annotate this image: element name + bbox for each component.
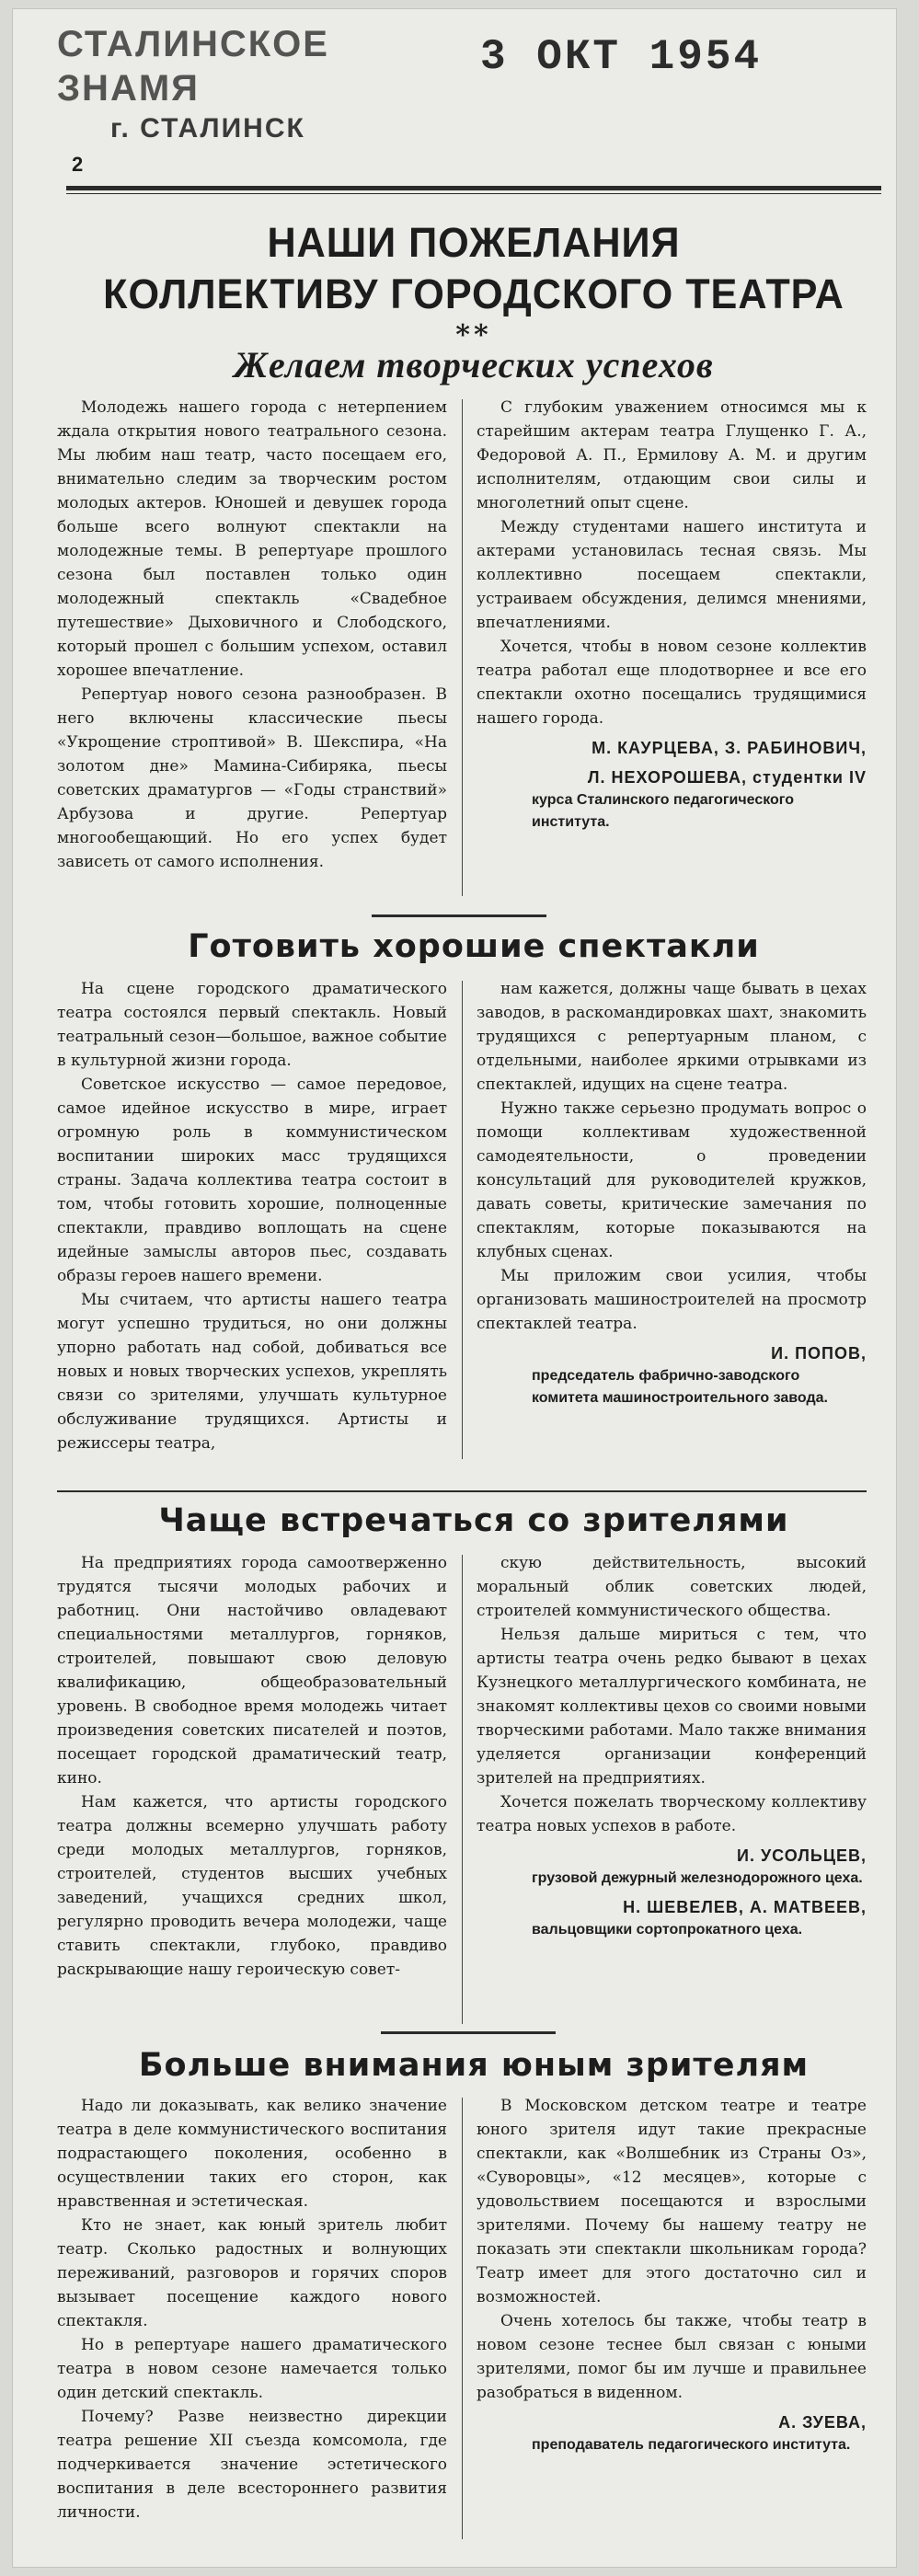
article-3-right-column	[477, 1551, 867, 1941]
signature-names: И. ПОПОВ,	[771, 1344, 867, 1363]
paper-city: г. СТАЛИНСК	[110, 113, 305, 144]
paragraph: Репертуар нового сезона разнообразен. В него включены классические пьесы «Укрощение строптивой» В. Шекспира, «На золотом дне» Мамина-Сибиряка, пьесы советских драматургов — «Годы странствий» Арбузова и другие. Репертуар многообещающий. Но его успех будет зависеть от самого исполнения.	[57, 685, 447, 871]
paragraph: Хочется, чтобы в новом сезоне коллектив театра работал еще плодотворнее и все его спектакли охотно посещались трудящимися нашего города.	[477, 638, 867, 728]
article-2-headline: Готовить хорошие спектакли	[188, 928, 760, 965]
article-3-left-column	[57, 1551, 447, 1982]
paragraph: Кто не знает, как юный зритель любит театр. Сколько радостных и волнующих переживаний, разговоров и горячих споров вызывает посещение каждого нового спектакля.	[57, 2216, 447, 2330]
paragraph: Надо ли доказывать, как велико значение театра в деле коммунистического воспитания подрастающего поколения, особенно в осуществлении таких его сторон, как нравственная и эстетическая.	[57, 2097, 447, 2211]
paragraph: Нельзя дальше мириться с тем, что артисты театра очень редко бывают в цехах Кузнецкого металлургического комбината, не знакомят коллективы цехов со своими новыми творческими работами. Мало также внимания уделяется организации конференций зрителей на предприятиях.	[477, 1626, 867, 1788]
title-stars: **	[455, 319, 492, 351]
date-stamp: 3 ОКТ 1954	[480, 33, 763, 81]
article-4-right-column	[477, 2094, 867, 2456]
paragraph: На предприятиях города самоотверженно трудятся тысячи молодых рабочих и работниц. Они настойчиво овладевают специальностями металлургов, горняков, строителей, повышают свою деловую квалификацию, общеобразовательный уровень. В свободное время молодежь читает произведения советских писателей и поэтов, посещает городской драматический театр, кино.	[57, 1554, 447, 1788]
signature-names: Л. НЕХОРОШЕВА, студентки IV	[587, 768, 867, 787]
signature-names: А. ЗУЕВА,	[778, 2413, 867, 2432]
page-title-line-1: НАШИ ПОЖЕЛАНИЯ	[267, 219, 681, 266]
article-2-left-column	[57, 977, 447, 1455]
paragraph: В Московском детском театре и театре юного зрителя идут такие прекрасные спектакли, как «Волшебник из Страны Оз», «Суворовцы», «12 месяцев», которые с удовольствием посещаются и взрослыми зрителями. Почему бы нашему театру не показать эти спектакли школьникам города? Театр имеет для этого достаточно сил и возможностей.	[477, 2097, 867, 2306]
article-3-headline: Чаще встречаться со зрителями	[158, 1502, 789, 1539]
section-separator	[372, 914, 546, 917]
paper-name: СТАЛИНСКОЕ ЗНАМЯ	[57, 24, 329, 109]
signature-role: председатель фабрично-заводского комитета машиностроительного завода.	[532, 1368, 828, 1406]
signature-role: курса Сталинского педагогического института.	[532, 792, 795, 830]
paragraph: Мы считаем, что артисты нашего театра могут успешно трудиться, но они должны упорно работать над собой, добиваться все новых и новых творческих успехов, укреплять связи со зрителями, улучшать культурное обслуживание трудящихся. Артисты и режиссеры театра,	[57, 1291, 447, 1453]
article-1-headline: Желаем творческих успехов	[234, 344, 714, 385]
paragraph: Очень хотелось бы также, чтобы театр в новом сезоне теснее был связан с юными зрителями, помог бы им лучше и правильнее разобраться в виденном.	[477, 2312, 867, 2402]
paragraph: Советское искусство — самое передовое, самое идейное искусство в мире, играет огромную роль в коммунистическом воспитании широких масс трудящихся страны. Задача коллектива театра состоит в том, чтобы готовить хорошие, полноценные спектакли, правдиво воплощать на сцене идейные замыслы авторов пьес, создавать образы героев нашего времени.	[57, 1075, 447, 1285]
signature-names: И. УСОЛЬЦЕВ,	[737, 1846, 867, 1865]
page-title-line-2: КОЛЛЕКТИВУ ГОРОДСКОГО ТЕАТРА	[103, 270, 844, 317]
column-rule	[462, 399, 463, 896]
page-title	[83, 217, 866, 320]
newspaper-clipping	[13, 9, 896, 2567]
article-4-left-column	[57, 2094, 447, 2524]
signature-names: М. КАУРЦЕВА, З. РАБИНОВИЧ,	[592, 739, 867, 757]
paragraph: Но в репертуаре нашего драматического театра в новом сезоне намечается только один детский спектакль.	[57, 2336, 447, 2402]
article-1-left-column	[57, 396, 447, 874]
paragraph: На сцене городского драматического театра состоялся первый спектакль. Новый театральный сезон—большое, важное событие в культурной жизни города.	[57, 980, 447, 1070]
paragraph: Почему? Разве неизвестно дирекции театра решение XII съезда комсомола, где подчеркивается значение эстетического воспитания в деле всестороннего развития личности.	[57, 2408, 447, 2522]
section-separator	[57, 1490, 867, 1492]
paragraph: скую действительность, высокий моральный облик советских людей, строителей коммунистического общества.	[477, 1554, 867, 1620]
article-2-right-column	[477, 977, 867, 1409]
paragraph: С глубоким уважением относимся мы к старейшим актерам театра Глущенко Г. А., Федоровой А. П., Ермилову А. М. и другим исполнителям, отдающим свои силы и многолетний опыт сцене.	[477, 398, 867, 512]
column-rule	[462, 2098, 463, 2539]
signature-names: Н. ШЕВЕЛЕВ, А. МАТВЕЕВ,	[623, 1898, 867, 1916]
top-rule	[66, 186, 881, 194]
column-rule	[462, 981, 463, 1459]
article-4-headline: Больше внимания юным зрителям	[138, 2047, 810, 2084]
paragraph: Между студентами нашего института и актерами установилась тесная связь. Мы коллективно посещаем спектакли, устраиваем обсуждения, делимся мнениями, впечатлениями.	[477, 518, 867, 632]
signature-role: вальцовщики сортопрокатного цеха.	[532, 1922, 803, 1938]
signature-role: преподаватель педагогического института.	[532, 2437, 851, 2453]
paragraph: Нужно также серьезно продумать вопрос о помощи коллективам художественной самодеятельности, о проведении консультаций для руководителей кружков, давать советы, критические замечания по спектаклям, которые показываются на клубных сценах.	[477, 1099, 867, 1261]
masthead-stamp	[57, 22, 425, 147]
paragraph: Хочется пожелать творческому коллективу театра новых успехов в работе.	[477, 1793, 867, 1835]
paragraph: Молодежь нашего города с нетерпением ждала открытия нового театрального сезона. Мы любим наш театр, часто посещаем его, внимательно следим за творческим ростом молодых актеров. Юношей и девушек города больше всего волнуют спектакли на молодежные темы. В репертуаре прошлого сезона был поставлен только один молодежный спектакль «Свадебное путешествие» Дыховичного и Слободского, который прошел с большим успехом, оставил хорошее впечатление.	[57, 398, 447, 680]
paragraph: нам кажется, должны чаще бывать в цехах заводов, в раскомандировках шахт, знакомить трудящихся с репертуарным планом, с отдельными, наиболее яркими отрывками из спектаклей, идущих на сцене театра.	[477, 980, 867, 1094]
signature-role: грузовой дежурный железнодорожного цеха.	[532, 1870, 863, 1886]
paragraph: Нам кажется, что артисты городского театра должны всемерно улучшать работу среди молодых металлургов, горняков, строителей, студентов высших учебных заведений, учащихся средних школ, регулярно проводить вечера молодежи, чаще ставить спектакли, глубоко, правдиво раскрывающие нашу героическую совет-	[57, 1793, 447, 1979]
paragraph: Мы приложим свои усилия, чтобы организовать машиностроителей на просмотр спектаклей театра.	[477, 1267, 867, 1333]
section-separator	[381, 2031, 556, 2034]
column-rule	[462, 1555, 463, 2024]
article-1-right-column	[477, 396, 867, 834]
page-number: 2	[72, 153, 84, 176]
